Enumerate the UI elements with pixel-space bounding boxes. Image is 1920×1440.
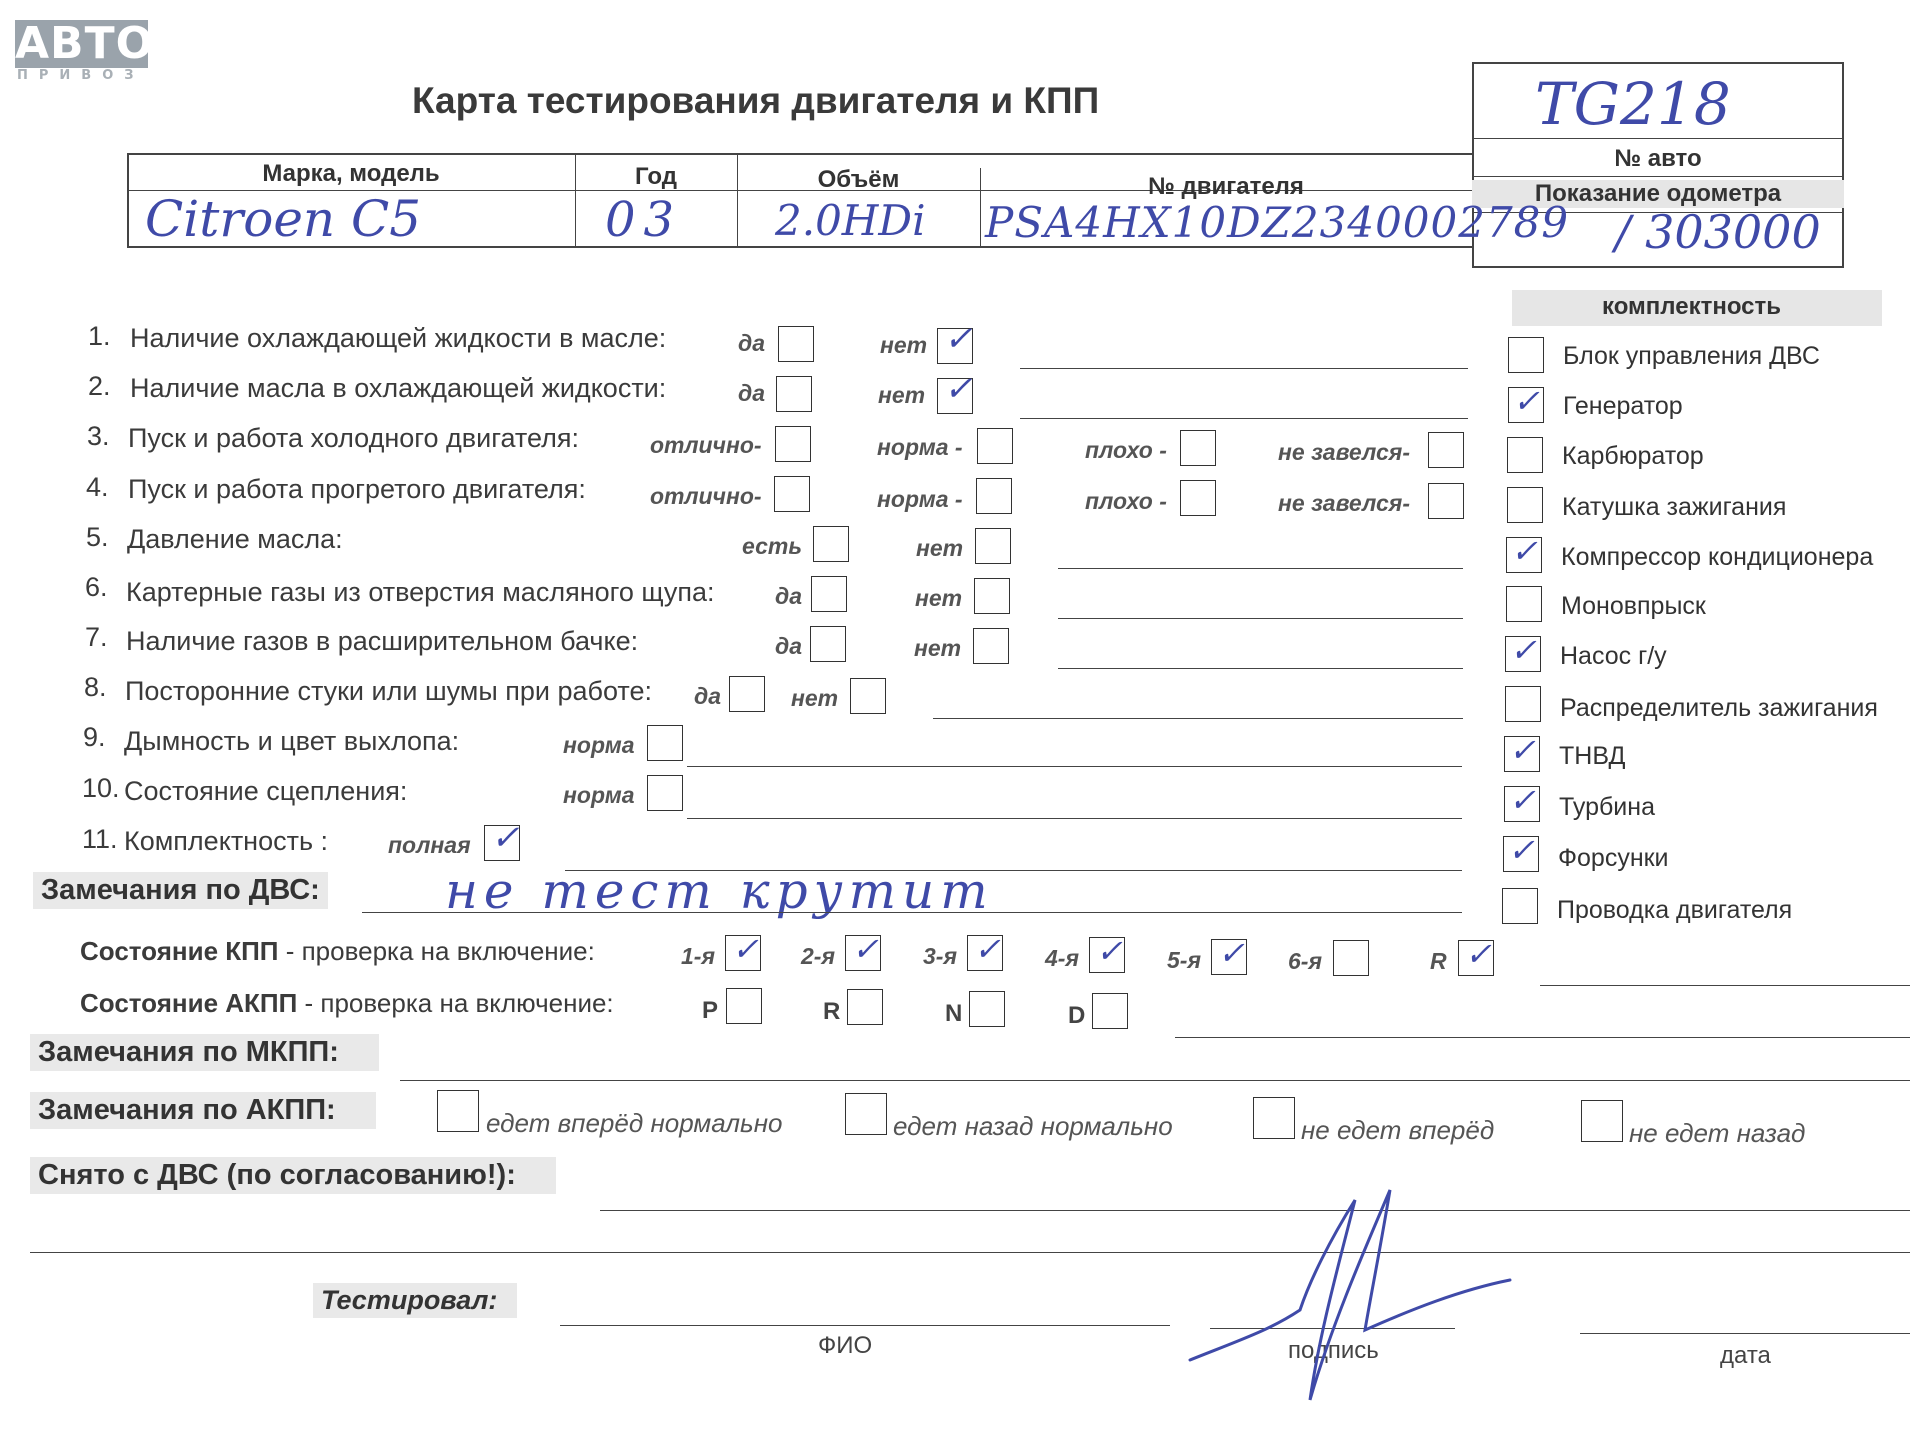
side-item-label: Форсунки <box>1558 844 1669 872</box>
option-yes: да <box>775 583 803 609</box>
removed-label: Снято с ДВС (по согласованию!): <box>30 1157 556 1194</box>
akpp-no-backward-checkbox[interactable] <box>1581 1100 1623 1142</box>
q4-bad-checkbox[interactable] <box>1180 480 1216 516</box>
option-excellent: отлично- <box>650 483 762 509</box>
value-engine-number: PSA4HX10DZ2340002789 <box>985 198 1570 247</box>
q1-no-checkbox[interactable]: ✓ <box>937 328 973 364</box>
value-odometer: / 303000 <box>1615 205 1821 259</box>
gear-3-label: 3-я <box>923 943 957 969</box>
side-item-label: Компрессор кондиционера <box>1561 543 1874 571</box>
odometer-label: Показание одометра <box>1472 180 1844 208</box>
kpp-label: Состояние КПП - проверка на включение: <box>80 936 595 966</box>
question-5-num: 5. <box>86 522 109 552</box>
side-check-6[interactable]: ✓ <box>1505 636 1541 672</box>
question-2-num: 2. <box>88 371 111 401</box>
gear-3-checkbox[interactable]: ✓ <box>967 935 1003 971</box>
akpp-backward-ok-label: едет назад нормально <box>893 1111 1173 1141</box>
gear-r-checkbox[interactable]: ✓ <box>1458 940 1494 976</box>
gear-2-checkbox[interactable]: ✓ <box>845 935 881 971</box>
question-8-text: Посторонние стуки или шумы при работе: <box>125 676 652 706</box>
question-10-num: 10. <box>82 773 120 803</box>
akpp-mode-p: P <box>702 997 719 1024</box>
akpp-backward-ok-checkbox[interactable] <box>845 1093 887 1135</box>
remarks-akpp-label: Замечания по АКПП: <box>30 1092 376 1129</box>
q6-no-checkbox[interactable] <box>974 578 1010 614</box>
akpp-forward-ok-label: едет вперёд нормально <box>486 1108 783 1138</box>
q5-no-checkbox[interactable] <box>975 528 1011 564</box>
side-check-1[interactable]: ✓ <box>1508 387 1544 423</box>
option-normal: норма - <box>877 434 963 460</box>
question-3-text: Пуск и работа холодного двигателя: <box>128 423 579 453</box>
auto-number-label: № авто <box>1614 145 1702 172</box>
q2-no-checkbox[interactable]: ✓ <box>937 378 973 414</box>
side-item-label: Катушка зажигания <box>1562 493 1787 521</box>
q7-no-checkbox[interactable] <box>973 628 1009 664</box>
question-9-num: 9. <box>83 722 106 752</box>
q11-full-checkbox[interactable]: ✓ <box>484 825 520 861</box>
side-check-7[interactable] <box>1505 686 1541 722</box>
option-not-started: не завелся- <box>1278 439 1410 465</box>
question-3-num: 3. <box>87 421 110 451</box>
side-check-9[interactable]: ✓ <box>1504 786 1540 822</box>
q8-no-checkbox[interactable] <box>850 678 886 714</box>
question-4-text: Пуск и работа прогретого двигателя: <box>128 474 586 504</box>
signature-label: подпись <box>1288 1337 1379 1364</box>
question-1-num: 1. <box>88 321 111 351</box>
option-norm: норма <box>563 732 635 758</box>
akpp-d-checkbox[interactable] <box>1092 993 1128 1029</box>
side-item-label: Насос г/у <box>1560 642 1667 670</box>
gear-2-label: 2-я <box>801 943 835 969</box>
question-6-text: Картерные газы из отверстия масляного щупа: <box>126 577 715 607</box>
option-yes: да <box>694 683 722 709</box>
option-no: нет <box>915 585 963 611</box>
q4-normal-checkbox[interactable] <box>976 478 1012 514</box>
akpp-n-checkbox[interactable] <box>969 991 1005 1027</box>
header-year: Год <box>635 163 677 190</box>
question-4-num: 4. <box>86 472 109 502</box>
akpp-no-forward-checkbox[interactable] <box>1253 1097 1295 1139</box>
side-item-label: Карбюратор <box>1562 442 1704 470</box>
gear-1-checkbox[interactable]: ✓ <box>725 935 761 971</box>
q3-bad-checkbox[interactable] <box>1180 430 1216 466</box>
auto-number-value: TG218 <box>1535 70 1731 138</box>
side-check-5[interactable] <box>1506 586 1542 622</box>
option-norm: норма <box>563 782 635 808</box>
q5-present-checkbox[interactable] <box>813 526 849 562</box>
gear-5-label: 5-я <box>1167 947 1201 973</box>
q4-excellent-checkbox[interactable] <box>774 476 810 512</box>
akpp-mode-r: R <box>823 998 841 1025</box>
question-2-text: Наличие масла в охлаждающей жидкости: <box>130 373 667 403</box>
q8-yes-checkbox[interactable] <box>729 676 765 712</box>
question-11-num: 11. <box>82 824 118 854</box>
tested-label: Тестировал: <box>313 1283 517 1318</box>
page-title: Карта тестирования двигателя и КПП <box>412 80 1100 121</box>
side-check-11[interactable] <box>1502 888 1538 924</box>
q6-yes-checkbox[interactable] <box>811 576 847 612</box>
akpp-label: Состояние АКПП - проверка на включение: <box>80 988 614 1018</box>
q3-not-started-checkbox[interactable] <box>1428 432 1464 468</box>
side-check-8[interactable]: ✓ <box>1504 736 1540 772</box>
q3-normal-checkbox[interactable] <box>977 428 1013 464</box>
header-brand-model: Марка, модель <box>262 160 440 187</box>
fio-label: ФИО <box>818 1332 873 1359</box>
value-year: 03 <box>605 192 683 248</box>
handwritten-signature <box>1180 1180 1540 1420</box>
q2-yes-checkbox[interactable] <box>776 376 812 412</box>
side-title: комплектность <box>1512 290 1882 326</box>
question-9-text: Дымность и цвет выхлопа: <box>124 726 460 756</box>
option-no: нет <box>880 332 928 358</box>
gear-4-checkbox[interactable]: ✓ <box>1089 937 1125 973</box>
question-10-text: Состояние сцепления: <box>124 776 408 806</box>
gear-4-label: 4-я <box>1045 945 1079 971</box>
side-check-4[interactable]: ✓ <box>1506 537 1542 573</box>
date-label: дата <box>1720 1342 1771 1369</box>
remarks-dvs-label: Замечания по ДВС: <box>33 872 328 909</box>
logo-subtitle: ПРИВОЗ <box>17 68 145 83</box>
question-1-text: Наличие охлаждающей жидкости в масле: <box>130 323 667 353</box>
side-item-label: Турбина <box>1559 793 1655 821</box>
side-check-3[interactable] <box>1507 487 1543 523</box>
q3-excellent-checkbox[interactable] <box>775 426 811 462</box>
gear-1-label: 1-я <box>681 943 715 969</box>
akpp-no-forward-label: не едет вперёд <box>1301 1115 1495 1145</box>
option-no: нет <box>878 382 926 408</box>
akpp-mode-n: N <box>945 1000 963 1027</box>
q1-yes-checkbox[interactable] <box>778 326 814 362</box>
side-item-label: Распределитель зажигания <box>1560 694 1878 722</box>
q4-not-started-checkbox[interactable] <box>1428 483 1464 519</box>
gear-r-label: R <box>1430 948 1447 974</box>
question-11-text: Комплектность : <box>124 826 329 856</box>
logo: АВТО <box>15 18 155 69</box>
side-check-10[interactable]: ✓ <box>1503 836 1539 872</box>
side-item-label: Генератор <box>1563 392 1683 420</box>
side-item-label: ТНВД <box>1559 742 1626 770</box>
gear-6-label: 6-я <box>1288 948 1322 974</box>
akpp-r-checkbox[interactable] <box>847 989 883 1025</box>
akpp-mode-d: D <box>1068 1002 1086 1029</box>
gear-5-checkbox[interactable]: ✓ <box>1211 939 1247 975</box>
akpp-no-backward-label: не едет назад <box>1629 1118 1806 1148</box>
question-7-text: Наличие газов в расширительном бачке: <box>126 626 639 656</box>
q10-norm-checkbox[interactable] <box>647 775 683 811</box>
option-yes: да <box>738 330 766 356</box>
gear-6-checkbox[interactable] <box>1333 940 1369 976</box>
option-not-started: не завелся- <box>1278 490 1410 516</box>
question-5-text: Давление масла: <box>127 524 343 554</box>
side-item-label: Проводка двигателя <box>1557 896 1793 924</box>
question-6-num: 6. <box>85 572 108 602</box>
question-7-num: 7. <box>85 622 108 652</box>
side-check-0[interactable] <box>1508 337 1544 373</box>
option-no: нет <box>916 535 964 561</box>
option-full: полная <box>388 832 471 858</box>
value-brand-model: Citroen C5 <box>145 190 422 248</box>
akpp-forward-ok-checkbox[interactable] <box>437 1090 479 1132</box>
akpp-p-checkbox[interactable] <box>726 988 762 1024</box>
header-engine-number: № двигателя <box>1148 173 1304 200</box>
value-volume: 2.0HDi <box>775 196 926 245</box>
side-item-label: Моновпрыск <box>1561 592 1706 620</box>
option-no: нет <box>914 635 962 661</box>
q9-norm-checkbox[interactable] <box>647 725 683 761</box>
option-no: нет <box>791 685 839 711</box>
remarks-dvs-value: не тест крутит <box>445 862 994 920</box>
option-normal: норма - <box>877 486 963 512</box>
option-yes: да <box>775 633 803 659</box>
option-excellent: отлично- <box>650 432 762 458</box>
option-bad: плохо - <box>1085 488 1167 514</box>
header-volume: Объём <box>817 166 900 193</box>
question-8-num: 8. <box>84 672 107 702</box>
option-yes: да <box>738 380 766 406</box>
side-item-label: Блок управления ДВС <box>1563 342 1820 370</box>
option-bad: плохо - <box>1085 437 1167 463</box>
option-present: есть <box>742 533 802 559</box>
side-check-2[interactable] <box>1507 437 1543 473</box>
q7-yes-checkbox[interactable] <box>810 626 846 662</box>
remarks-mkpp-label: Замечания по МКПП: <box>30 1034 379 1071</box>
